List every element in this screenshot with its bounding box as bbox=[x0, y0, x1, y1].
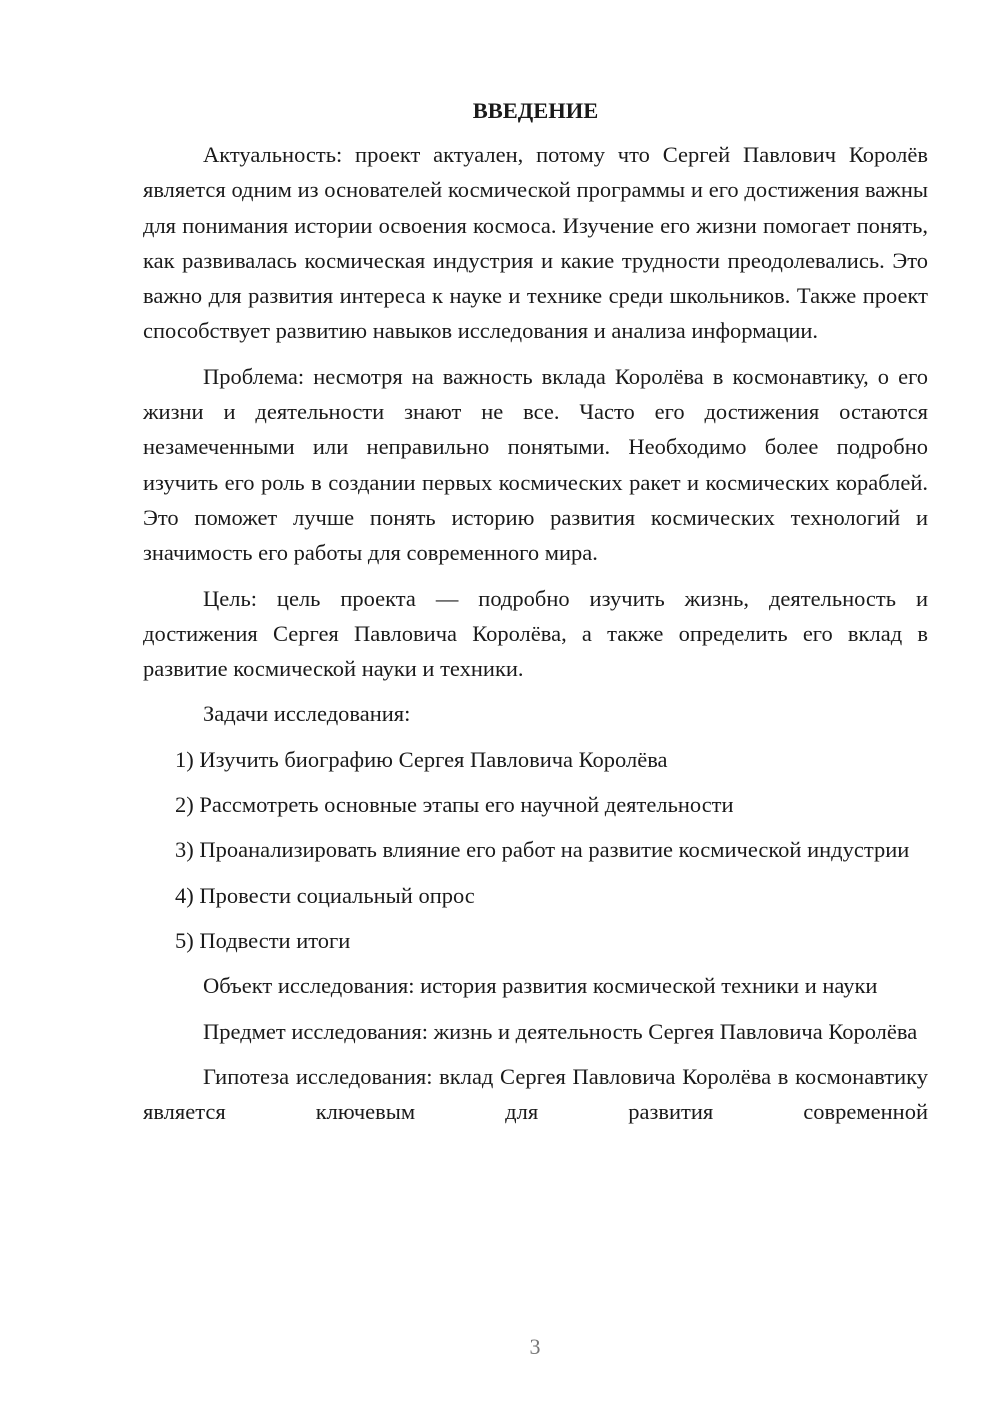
paragraph-relevance: Актуальность: проект актуален, потому что Сергей Павлович Королёв является одним из основателей космической программы и его достижения важны для понимания истории освоения космоса. Изучение его жизни помогает понять, как развивалась космическая индустрия и какие трудности преодолевались. Это важно для развития интереса к науке и технике среди школьников. Также проект способствует развитию навыков исследования и анализа информации. bbox=[143, 142, 928, 344]
list-item: 3) Проанализировать влияние его работ на развитие космической индустрии bbox=[175, 837, 910, 863]
paragraph-problem: Проблема: несмотря на важность вклада Королёва в космонавтику, о его жизни и деятельности знают не все. Часто его достижения остаются незамеченными или неправильно понятыми. Необходимо более подробно изучить его роль в создании первых космических ракет и космических кораблей. Это поможет лучше понять историю развития космических технологий и значимость его работы для современного мира. bbox=[143, 363, 928, 566]
list-item: 4) Провести социальный опрос bbox=[175, 882, 475, 908]
list-item: 2) Рассмотреть основные этапы его научной деятельности bbox=[175, 792, 734, 818]
paragraph-hypothesis: Гипотеза исследования: вклад Сергея Павловича Королёва в космонавтику является ключевым для развития современной bbox=[143, 1063, 928, 1125]
paragraph-goal: Цель: цель проекта — подробно изучить жизнь, деятельность и достижения Сергея Павловича Королёва, а также определить его вклад в развитие космической науки и техники. bbox=[143, 585, 928, 682]
list-item: 5) Подвести итоги bbox=[175, 927, 351, 953]
section-title: ВВЕДЕНИЕ bbox=[472, 98, 599, 123]
list-item: 1) Изучить биографию Сергея Павловича Королёва bbox=[175, 746, 668, 772]
tasks-heading: Задачи исследования: bbox=[203, 701, 411, 727]
paragraph-subject: Предмет исследования: жизнь и деятельность Сергея Павловича Королёва bbox=[203, 1018, 918, 1044]
paragraph-object: Объект исследования: история развития космической техники и науки bbox=[203, 973, 878, 999]
document-page bbox=[143, 96, 928, 1129]
page-number: 3 bbox=[529, 1334, 541, 1359]
